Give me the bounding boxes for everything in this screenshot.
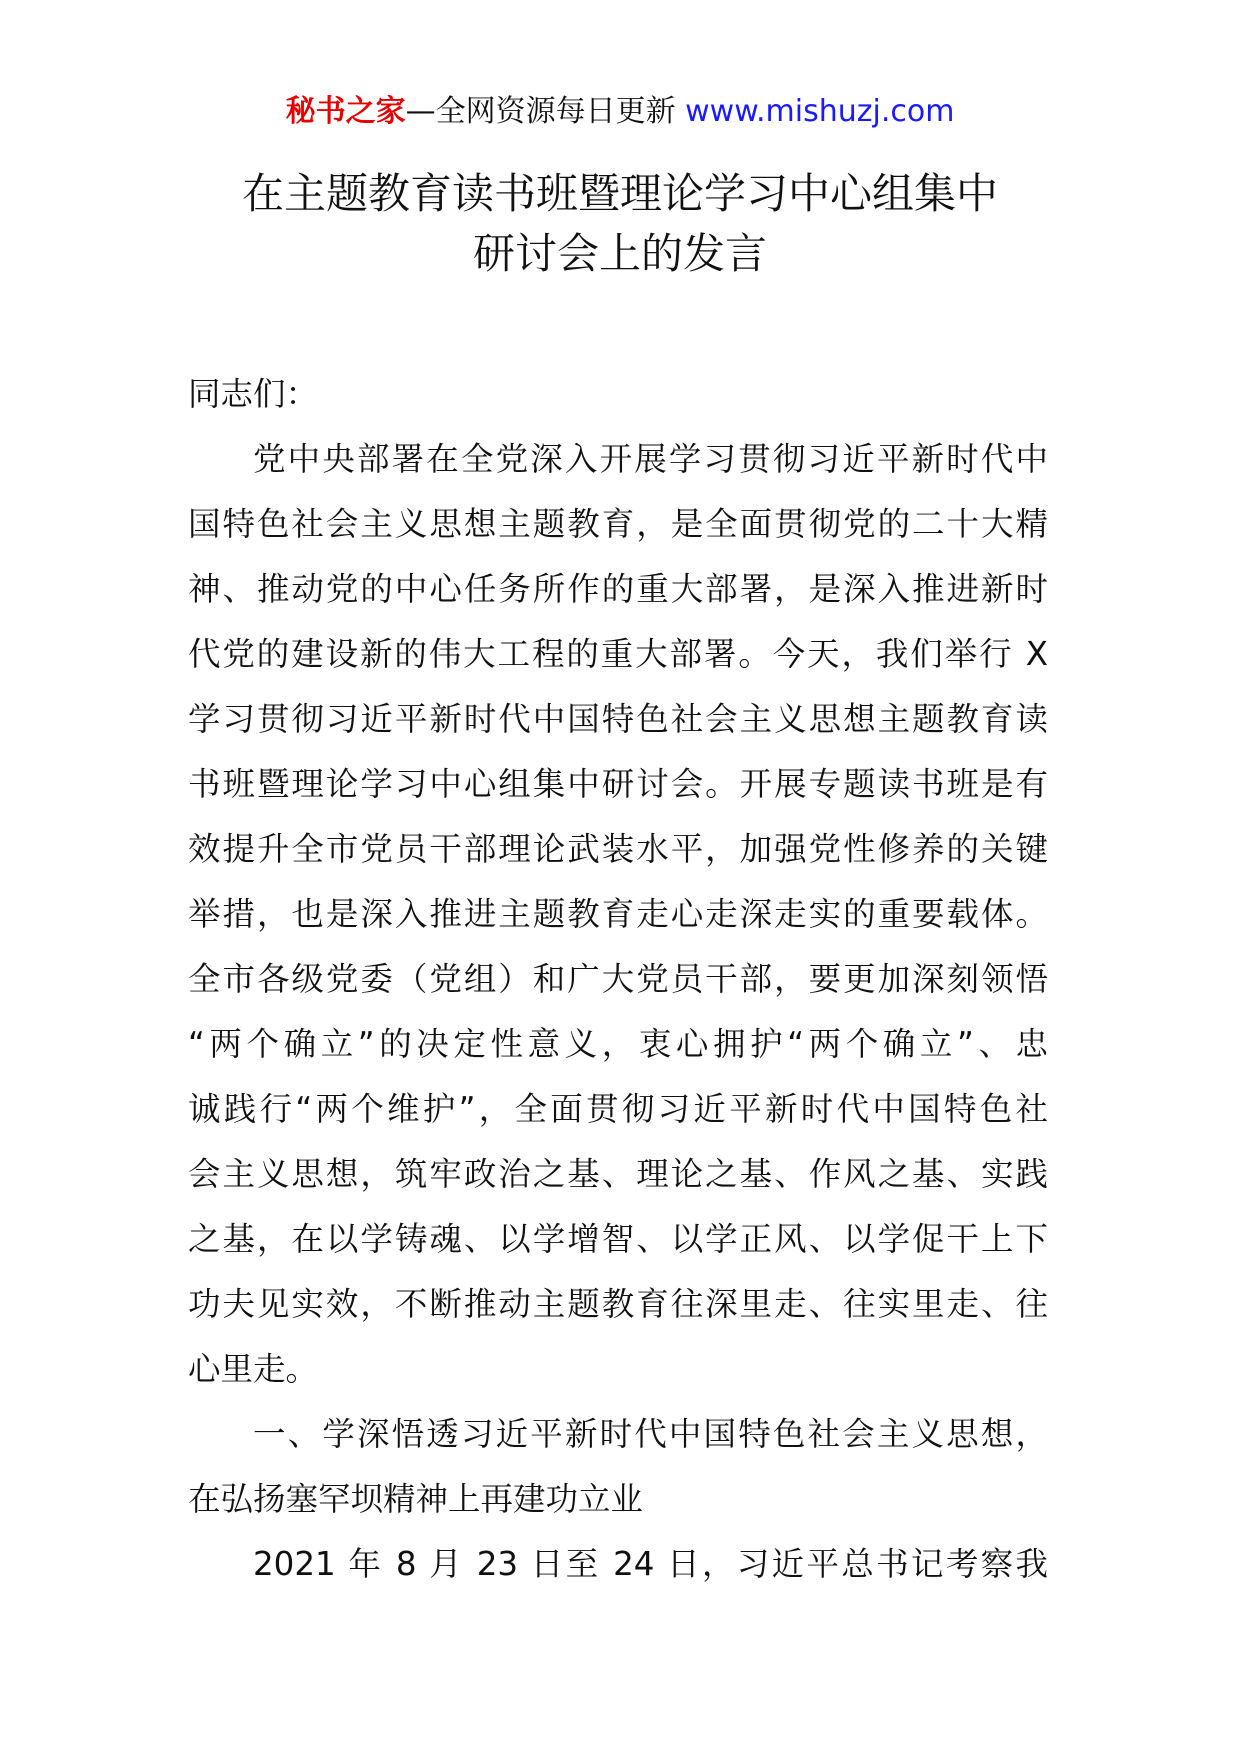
salutation: 同志们： — [188, 375, 319, 413]
paragraph-line: 神、推动党的中心任务所作的重大部署，是深入推进新时 — [188, 570, 1048, 608]
site-url-link[interactable]: www.mishuzj.com — [685, 94, 955, 129]
paragraph-line: 心里走。 — [188, 1350, 319, 1388]
paragraph-line: 之基，在以学铸魂、以学增智、以学正风、以学促干上下 — [188, 1220, 1048, 1258]
paragraph-line: 会主义思想，筑牢政治之基、理论之基、作风之基、实践 — [188, 1155, 1048, 1193]
paragraph-line: 书班暨理论学习中心组集中研讨会。开展专题读书班是有 — [188, 765, 1048, 803]
paragraph-line: 效提升全市党员干部理论武装水平，加强党性修养的关键 — [188, 830, 1048, 868]
document-body — [188, 362, 1048, 1597]
paragraph-line: 国特色社会主义思想主题教育，是全面贯彻党的二十大精 — [188, 505, 1048, 543]
banner-slogan: —全网资源每日更新 — [405, 94, 686, 129]
paragraph-2 — [188, 1532, 1048, 1597]
paragraph-line: 党中央部署在全党深入开展学习贯彻习近平新时代中 — [253, 440, 1048, 478]
title-line-2: 研讨会上的发言 — [472, 229, 767, 278]
paragraph-line: 诚践行“两个维护”，全面贯彻习近平新时代中国特色社 — [188, 1090, 1048, 1128]
paragraph-line: 全市各级党委（党组）和广大党员干部，要更加深刻领悟 — [188, 960, 1048, 998]
title-line-1: 在主题教育读书班暨理论学习中心组集中 — [241, 169, 998, 218]
paragraph-line: 学习贯彻习近平新时代中国特色社会主义思想主题教育读 — [188, 700, 1048, 738]
heading-line: 一、学深悟透习近平新时代中国特色社会主义思想， — [253, 1415, 1048, 1453]
heading-line: 在弘扬塞罕坝精神上再建功立业 — [188, 1480, 644, 1518]
paragraph-line: 代党的建设新的伟大工程的重大部署。今天，我们举行 X — [188, 635, 1048, 673]
paragraph-line: 2021 年 8 月 23 日至 24 日，习近平总书记考察我 — [253, 1545, 1048, 1583]
site-banner — [0, 92, 1240, 132]
document-title — [0, 164, 1240, 284]
paragraph-line: 功夫见实效，不断推动主题教育往深里走、往实里走、往 — [188, 1285, 1048, 1323]
section-heading-1 — [188, 1402, 1048, 1532]
paragraph-line: “两个确立”的决定性意义，衷心拥护“两个确立”、忠 — [188, 1025, 1048, 1063]
paragraph-intro — [188, 427, 1048, 1402]
paragraph-line: 举措，也是深入推进主题教育走心走深走实的重要载体。 — [188, 895, 1048, 933]
brand-name: 秘书之家 — [285, 94, 406, 129]
